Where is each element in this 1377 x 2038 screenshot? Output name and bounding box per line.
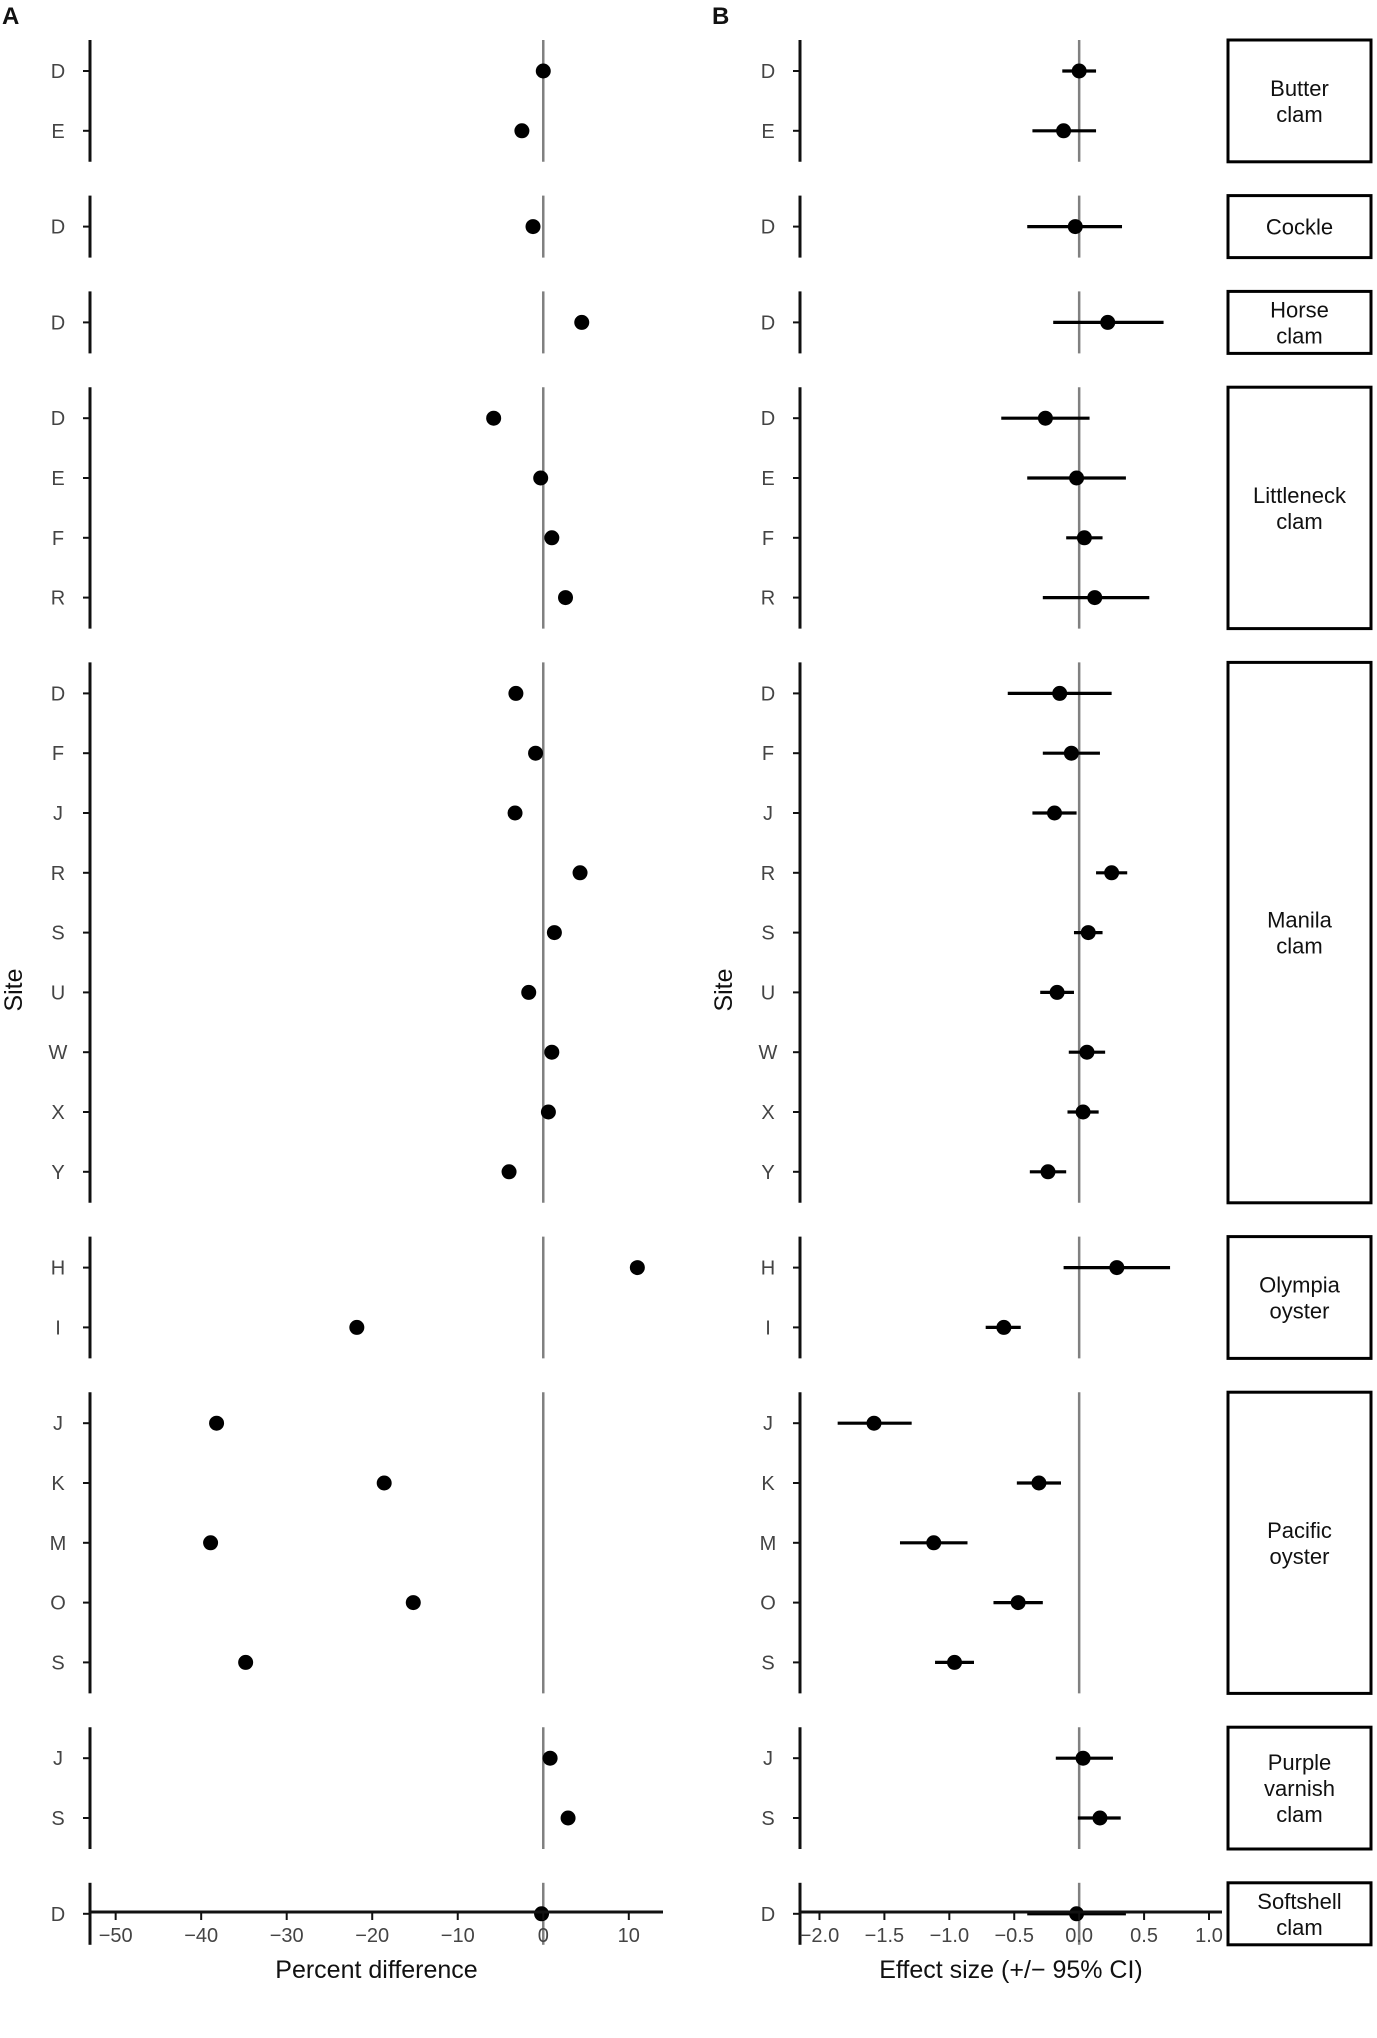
x-tick-label: −2.0 xyxy=(799,1925,840,1947)
data-point xyxy=(1081,925,1096,940)
site-tick-label: D xyxy=(760,408,776,431)
data-point xyxy=(573,865,588,880)
data-point xyxy=(544,530,559,545)
x-tick-label: −50 xyxy=(98,1925,133,1947)
data-point xyxy=(1050,985,1065,1000)
site-tick-label: X xyxy=(761,1102,775,1124)
data-point xyxy=(1052,686,1067,701)
site-tick-label: S xyxy=(761,1808,775,1830)
data-point xyxy=(533,471,548,486)
data-point xyxy=(547,925,562,940)
site-tick-label: Y xyxy=(51,1161,65,1184)
site-tick-label: R xyxy=(760,862,776,885)
site-tick-label: R xyxy=(50,587,66,610)
site-tick-label: J xyxy=(763,1413,773,1436)
data-point xyxy=(528,746,543,761)
data-point xyxy=(526,219,541,234)
facet-strips xyxy=(1228,40,1371,1945)
site-tick-label: R xyxy=(50,862,66,885)
data-point xyxy=(543,1751,558,1766)
site-tick-label: M xyxy=(759,1532,777,1555)
data-point xyxy=(1100,315,1115,330)
site-tick-label: F xyxy=(761,527,775,550)
data-point xyxy=(534,1906,549,1921)
site-tick-label: K xyxy=(761,1473,775,1495)
data-point xyxy=(630,1260,645,1275)
site-tick-label: I xyxy=(55,1317,61,1340)
site-tick-label: I xyxy=(765,1317,771,1340)
data-point xyxy=(926,1535,941,1550)
data-point xyxy=(1047,806,1062,821)
site-tick-label: U xyxy=(760,982,776,1005)
site-tick-label: E xyxy=(761,120,775,143)
site-tick-label: S xyxy=(51,1652,65,1675)
strip-label: Butter xyxy=(1270,75,1329,101)
data-point xyxy=(1069,471,1084,486)
site-tick-label: S xyxy=(761,922,775,945)
strip-label: clam xyxy=(1276,323,1323,349)
strip-label: Littleneck xyxy=(1253,482,1346,508)
site-tick-label: W xyxy=(48,1042,68,1065)
site-tick-label: M xyxy=(49,1532,67,1555)
site-tick-label: U xyxy=(50,982,66,1005)
x-tick-label: −1.5 xyxy=(864,1925,905,1947)
panel-a xyxy=(0,40,663,1984)
x-tick-label: 0.5 xyxy=(1130,1925,1158,1947)
data-point xyxy=(514,123,529,138)
site-tick-label: J xyxy=(763,1748,773,1771)
data-point xyxy=(544,1045,559,1060)
x-tick-label: 0.0 xyxy=(1065,1925,1094,1947)
strip-label: Softshell xyxy=(1257,1888,1342,1914)
x-tick-label: 10 xyxy=(617,1925,640,1947)
site-tick-label: D xyxy=(760,216,776,239)
site-tick-label: D xyxy=(50,683,66,706)
data-point xyxy=(203,1535,218,1550)
data-point xyxy=(536,64,551,79)
data-point xyxy=(486,411,501,426)
data-point xyxy=(1104,865,1119,880)
site-tick-label: Y xyxy=(761,1161,775,1184)
site-tick-label: D xyxy=(50,312,66,335)
x-tick-label: −1.0 xyxy=(929,1925,970,1947)
data-point xyxy=(1087,590,1102,605)
x-tick-label: −20 xyxy=(355,1925,390,1947)
panel-b-tag: B xyxy=(712,3,730,30)
data-point xyxy=(1038,411,1053,426)
data-point xyxy=(1109,1260,1124,1275)
site-tick-label: D xyxy=(50,1903,66,1926)
site-tick-label: S xyxy=(51,1808,65,1830)
site-tick-label: D xyxy=(50,61,66,83)
data-point xyxy=(209,1416,224,1431)
data-point xyxy=(238,1655,253,1670)
strip-label: varnish xyxy=(1264,1776,1335,1802)
data-point xyxy=(1079,1045,1094,1060)
data-point xyxy=(947,1655,962,1670)
strip-label: clam xyxy=(1276,508,1323,534)
site-tick-label: D xyxy=(50,408,66,431)
strip-label: Manila xyxy=(1267,907,1332,933)
site-tick-label: K xyxy=(51,1473,65,1495)
data-point xyxy=(1031,1476,1046,1491)
data-point xyxy=(558,590,573,605)
site-tick-label: F xyxy=(51,527,65,550)
y-axis-title: Site xyxy=(710,968,738,1012)
site-tick-label: D xyxy=(760,1903,776,1926)
panel-a-tag: A xyxy=(2,3,20,30)
x-tick-label: 0 xyxy=(537,1925,549,1947)
strip-label: Olympia xyxy=(1259,1272,1340,1298)
data-point xyxy=(1011,1595,1026,1610)
strip-label: clam xyxy=(1276,933,1323,959)
site-tick-label: H xyxy=(50,1257,66,1280)
site-tick-label: O xyxy=(760,1592,776,1615)
site-tick-label: W xyxy=(758,1042,778,1065)
site-tick-label: S xyxy=(51,922,65,945)
site-tick-label: O xyxy=(50,1592,66,1615)
data-point xyxy=(508,806,523,821)
data-point xyxy=(521,985,536,1000)
data-point xyxy=(1056,123,1071,138)
x-axis-title: Effect size (+/− 95% CI) xyxy=(879,1956,1143,1984)
panel-b xyxy=(710,40,1223,1984)
strip-label: clam xyxy=(1276,1802,1323,1828)
data-point xyxy=(349,1320,364,1335)
x-tick-label: −30 xyxy=(269,1925,304,1947)
site-tick-label: J xyxy=(763,803,773,825)
y-axis-title: Site xyxy=(0,968,28,1012)
site-tick-label: J xyxy=(53,1748,63,1771)
data-point xyxy=(1069,1906,1084,1921)
data-point xyxy=(574,315,589,330)
strip-label: Purple xyxy=(1267,1750,1332,1776)
strip-label: oyster xyxy=(1269,1543,1330,1569)
data-point xyxy=(1076,1751,1091,1766)
data-point xyxy=(1072,64,1087,79)
site-tick-label: X xyxy=(51,1102,65,1124)
site-tick-label: S xyxy=(761,1652,775,1675)
data-point xyxy=(502,1164,517,1179)
site-tick-label: E xyxy=(51,120,65,143)
data-point xyxy=(1077,530,1092,545)
data-point xyxy=(1076,1105,1091,1120)
data-point xyxy=(508,686,523,701)
site-tick-label: E xyxy=(51,468,65,490)
site-tick-label: R xyxy=(760,587,776,610)
data-point xyxy=(377,1476,392,1491)
site-tick-label: D xyxy=(760,312,776,335)
site-tick-label: D xyxy=(760,683,776,706)
data-point xyxy=(996,1320,1011,1335)
site-tick-label: D xyxy=(760,61,776,83)
site-tick-label: H xyxy=(760,1257,776,1280)
site-tick-label: F xyxy=(761,743,775,766)
data-point xyxy=(406,1595,421,1610)
data-point xyxy=(1068,219,1083,234)
site-tick-label: J xyxy=(53,1413,63,1436)
x-tick-label: −0.5 xyxy=(994,1925,1034,1947)
data-point xyxy=(1064,746,1079,761)
site-tick-label: E xyxy=(761,468,775,490)
strip-box xyxy=(1228,1237,1371,1359)
data-point xyxy=(541,1105,556,1120)
strip-label: Pacific xyxy=(1267,1517,1332,1543)
data-point xyxy=(1092,1811,1107,1826)
strip-label: clam xyxy=(1276,101,1323,127)
site-tick-label: F xyxy=(51,743,65,766)
x-tick-label: −40 xyxy=(184,1925,219,1947)
data-point xyxy=(561,1811,576,1826)
strip-label: oyster xyxy=(1269,1298,1330,1324)
x-tick-label: 1.0 xyxy=(1195,1925,1223,1947)
x-tick-label: −10 xyxy=(440,1925,475,1947)
data-point xyxy=(1041,1164,1056,1179)
site-tick-label: D xyxy=(50,216,66,239)
x-axis-title: Percent difference xyxy=(275,1956,478,1984)
strip-label: Horse xyxy=(1270,297,1329,323)
data-point xyxy=(867,1416,882,1431)
strip-label: Cockle xyxy=(1265,214,1334,240)
site-tick-label: J xyxy=(53,803,63,825)
strip-label: clam xyxy=(1276,1914,1323,1940)
